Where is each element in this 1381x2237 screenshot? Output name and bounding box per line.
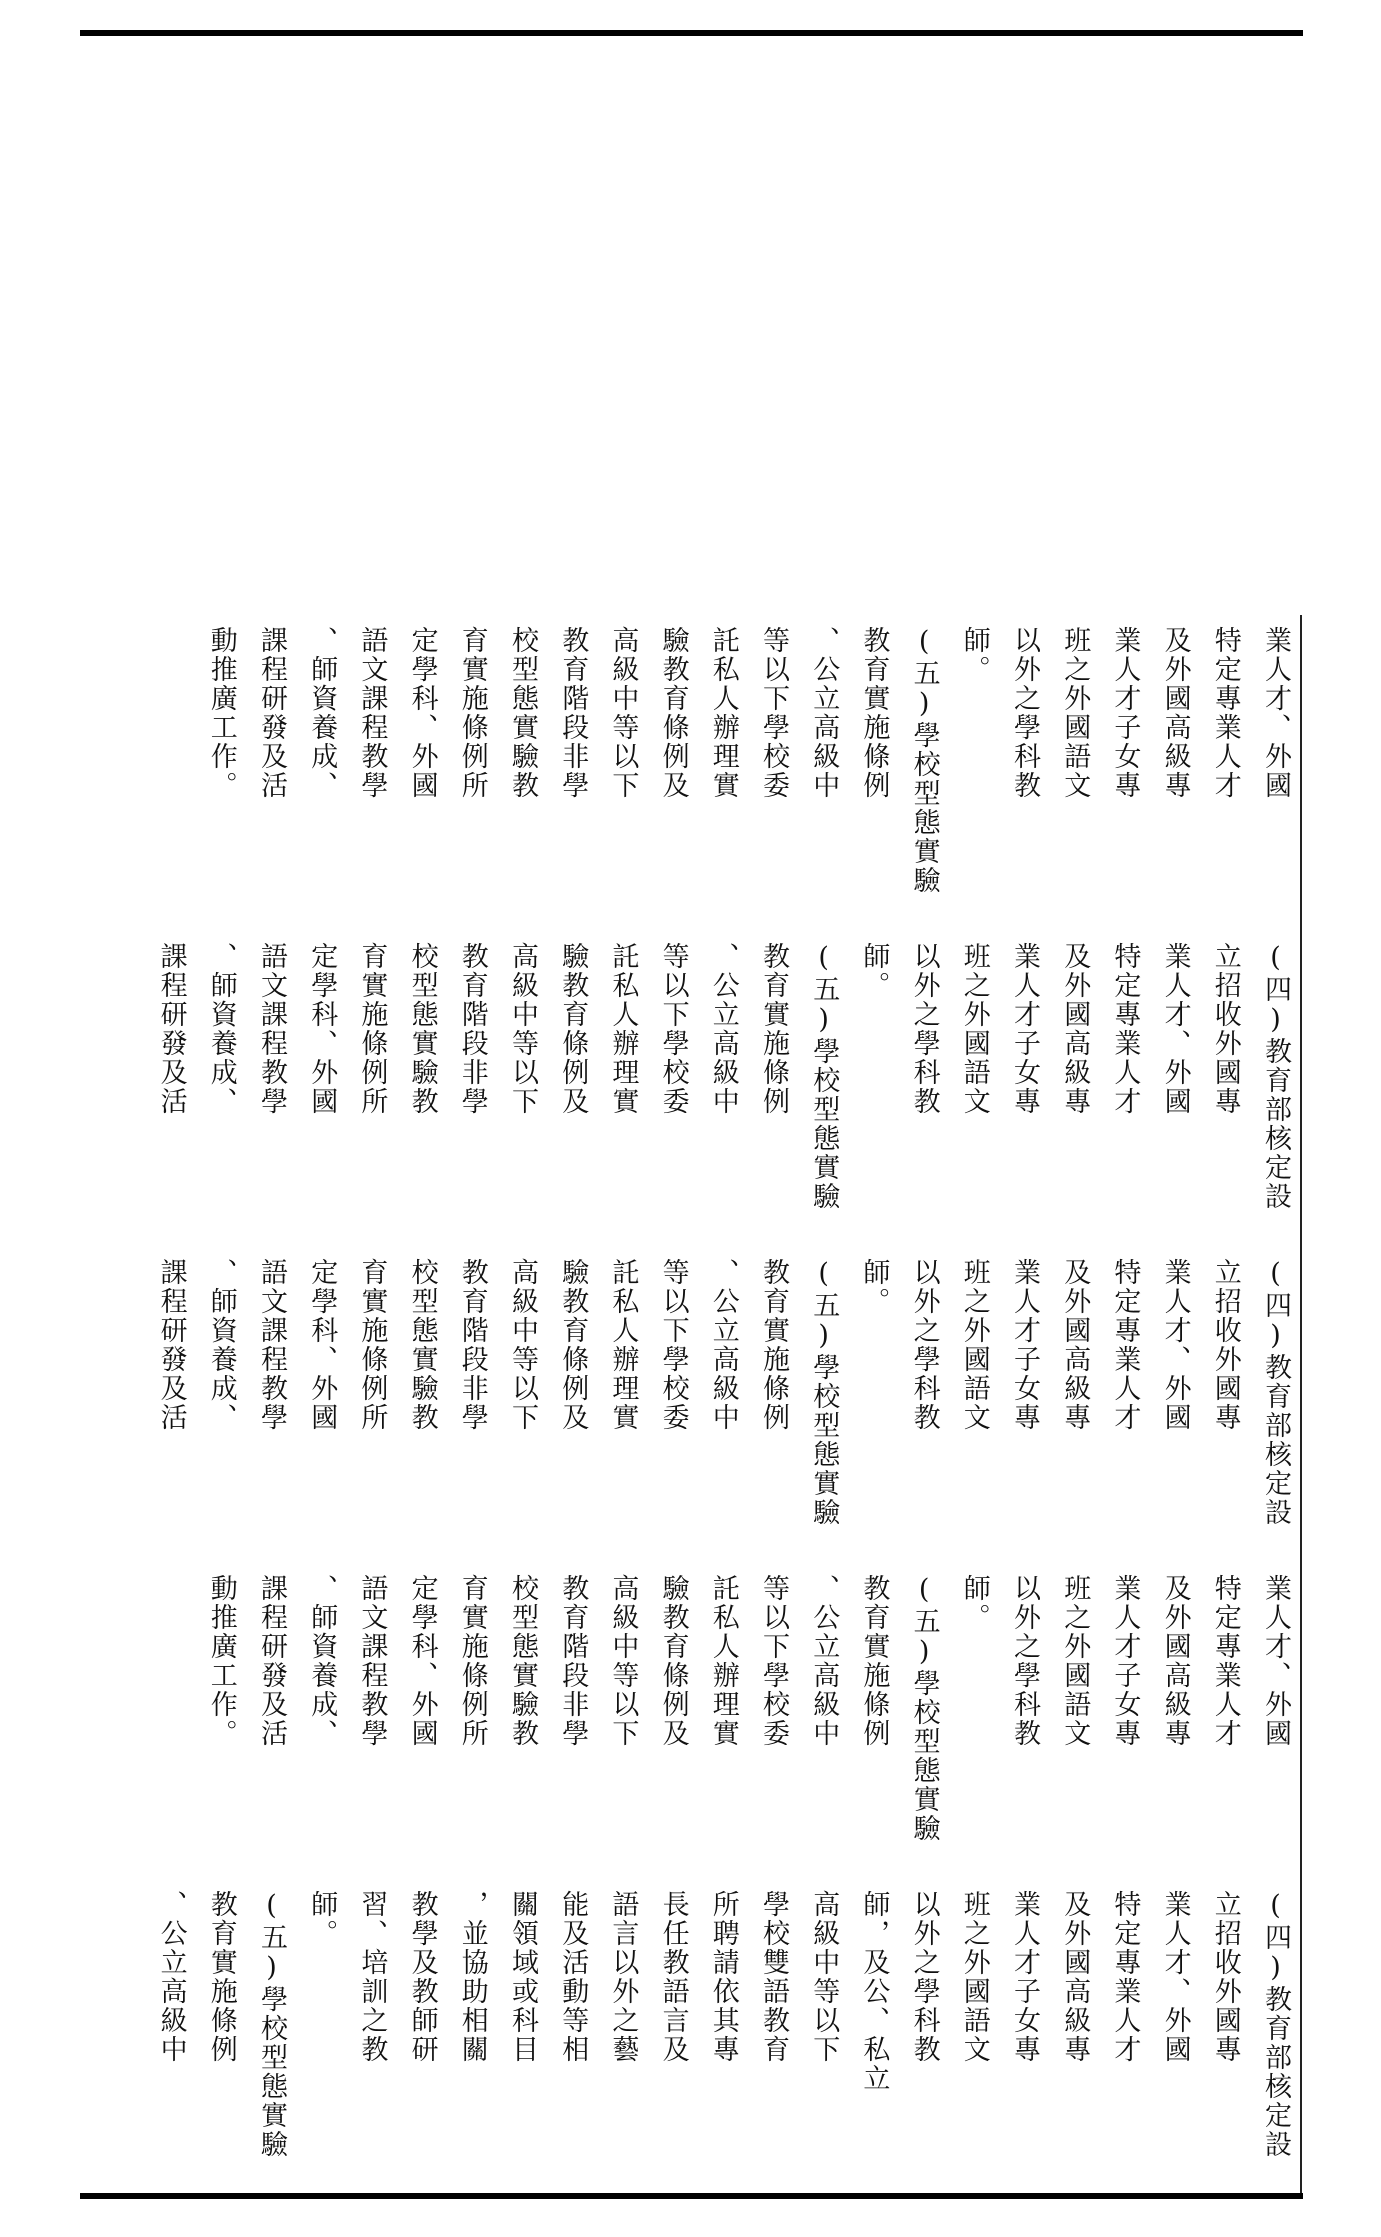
text-line: 驗教育條例及	[657, 1574, 689, 1748]
text-line: ，並協助相關	[456, 1890, 488, 2064]
text-line: 高級中等以下	[507, 1258, 538, 1432]
text-line: 、師資養成、	[205, 1258, 237, 1432]
text-line: 所聘請依其專	[707, 1890, 739, 2064]
text-line: 育實施條例所	[356, 1258, 388, 1432]
text-line: 習、培訓之教	[356, 1890, 388, 2064]
text-line: 高級中等以下	[607, 626, 639, 800]
text-line: 等以下學校委	[657, 942, 689, 1116]
text-line: 關領域或科目	[507, 1890, 538, 2064]
text-line: 師。	[958, 1574, 990, 1632]
bottom-rule	[80, 2193, 1303, 2199]
text-line: 語言以外之藝	[607, 1890, 639, 2064]
text-line: (四)教育部核定設	[1260, 942, 1291, 1211]
text-line: 班之外國語文	[958, 1258, 990, 1432]
text-line: 立招收外國專	[1209, 942, 1241, 1116]
text-line: 教育實施條例	[758, 1258, 789, 1432]
text-line: 教育階段非學	[456, 942, 488, 1116]
column-divider	[1300, 1247, 1302, 1563]
text-line: 業人才子女專	[1109, 1574, 1141, 1748]
text-line: (四)教育部核定設	[1260, 1258, 1291, 1527]
text-line: 教育實施條例	[205, 1890, 237, 2064]
text-line: 、師資養成、	[306, 626, 338, 800]
text-line: 班之外國語文	[958, 942, 990, 1116]
text-line: 業人才、外國	[1260, 1574, 1291, 1748]
text-line: 教學及教師研	[406, 1890, 438, 2064]
text-line: 高級中等以下	[507, 942, 538, 1116]
text-line: 特定專業人才	[1209, 626, 1241, 800]
text-line: 高級中等以下	[808, 1890, 840, 2064]
text-line: 、公立高級中	[707, 942, 739, 1116]
text-line: 高級中等以下	[607, 1574, 639, 1748]
text-line: 校型態實驗教	[507, 626, 538, 800]
column-divider	[1300, 1563, 1302, 1879]
text-line: 師。	[958, 626, 990, 684]
text-line: 以外之學科教	[908, 942, 940, 1116]
text-line: 師。	[306, 1890, 338, 1948]
text-line: (五)學校型態實驗	[808, 942, 840, 1211]
text-line: 定學科、外國	[306, 942, 338, 1116]
text-line: 業人才、外國	[1159, 1258, 1191, 1432]
text-line: 驗教育條例及	[657, 626, 689, 800]
text-line: 能及活動等相	[557, 1890, 589, 2064]
text-line: 校型態實驗教	[507, 1574, 538, 1748]
text-line: 課程研發及活	[256, 626, 287, 800]
text-line: 業人才、外國	[1159, 1890, 1191, 2064]
text-line: 驗教育條例及	[557, 942, 589, 1116]
text-line: 師，及公、私立	[858, 1890, 890, 2093]
text-line: 定學科、外國	[406, 1574, 438, 1748]
text-line: (四)教育部核定設	[1260, 1890, 1291, 2159]
text-line: 、師資養成、	[306, 1574, 338, 1748]
text-line: 長任教語言及	[657, 1890, 689, 2064]
text-line: 育實施條例所	[356, 942, 388, 1116]
text-line: 驗教育條例及	[557, 1258, 589, 1432]
text-line: 、公立高級中	[808, 1574, 840, 1748]
text-line: 業人才子女專	[1109, 626, 1141, 800]
text-line: 教育階段非學	[456, 1258, 488, 1432]
text-line: 定學科、外國	[406, 626, 438, 800]
text-line: 及外國高級專	[1059, 942, 1091, 1116]
top-rule	[80, 30, 1303, 36]
text-line: 、公立高級中	[808, 626, 840, 800]
text-line: (五)學校型態實驗	[808, 1258, 840, 1527]
text-line: 班之外國語文	[1059, 626, 1091, 800]
text-line: 業人才子女專	[1009, 942, 1040, 1116]
text-line: 、公立高級中	[707, 1258, 739, 1432]
text-line: 教育實施條例	[758, 942, 789, 1116]
text-line: 課程研發及活	[155, 1258, 187, 1432]
text-line: 動推廣工作。	[205, 626, 237, 800]
text-line: 特定專業人才	[1209, 1574, 1241, 1748]
column-divider	[1300, 615, 1302, 931]
text-line: 託私人辦理實	[707, 1574, 739, 1748]
text-line: 特定專業人才	[1109, 942, 1141, 1116]
text-line: 及外國高級專	[1059, 1890, 1091, 2064]
text-line: 以外之學科教	[1009, 1574, 1040, 1748]
text-line: 教育階段非學	[557, 1574, 589, 1748]
text-line: (五)學校型態實驗	[256, 1890, 287, 2159]
text-line: 立招收外國專	[1209, 1258, 1241, 1432]
text-line: 及外國高級專	[1159, 626, 1191, 800]
text-line: 定學科、外國	[306, 1258, 338, 1432]
text-line: 特定專業人才	[1109, 1890, 1141, 2064]
text-line: 等以下學校委	[758, 1574, 789, 1748]
text-line: 以外之學科教	[1009, 626, 1040, 800]
column-divider	[1300, 931, 1302, 1247]
text-line: 育實施條例所	[456, 626, 488, 800]
text-line: 業人才、外國	[1159, 942, 1191, 1116]
text-line: 課程研發及活	[155, 942, 187, 1116]
text-line: 育實施條例所	[456, 1574, 488, 1748]
text-line: 語文課程教學	[256, 942, 287, 1116]
text-line: 託私人辦理實	[607, 1258, 639, 1432]
text-line: 學校雙語教育	[758, 1890, 789, 2064]
text-line: 班之外國語文	[958, 1890, 990, 2064]
text-line: 課程研發及活	[256, 1574, 287, 1748]
text-line: 以外之學科教	[908, 1890, 940, 2064]
text-line: 業人才子女專	[1009, 1890, 1040, 2064]
column-divider	[1300, 1879, 1302, 2193]
text-line: 班之外國語文	[1059, 1574, 1091, 1748]
text-line: (五)學校型態實驗	[908, 1574, 940, 1843]
text-line: 特定專業人才	[1109, 1258, 1141, 1432]
text-line: 教育階段非學	[557, 626, 589, 800]
text-line: 及外國高級專	[1159, 1574, 1191, 1748]
text-line: 校型態實驗教	[406, 942, 438, 1116]
text-line: 校型態實驗教	[406, 1258, 438, 1432]
text-line: 業人才子女專	[1009, 1258, 1040, 1432]
text-line: 動推廣工作。	[205, 1574, 237, 1748]
text-line: 語文課程教學	[256, 1258, 287, 1432]
text-line: 師。	[858, 1258, 890, 1316]
text-line: 立招收外國專	[1209, 1890, 1241, 2064]
text-line: 教育實施條例	[858, 1574, 890, 1748]
text-line: 語文課程教學	[356, 626, 388, 800]
text-line: 等以下學校委	[758, 626, 789, 800]
text-line: 教育實施條例	[858, 626, 890, 800]
text-line: 及外國高級專	[1059, 1258, 1091, 1432]
text-line: 託私人辦理實	[707, 626, 739, 800]
text-line: 託私人辦理實	[607, 942, 639, 1116]
text-line: 業人才、外國	[1260, 626, 1291, 800]
text-line: 語文課程教學	[356, 1574, 388, 1748]
text-line: 以外之學科教	[908, 1258, 940, 1432]
text-line: 等以下學校委	[657, 1258, 689, 1432]
text-line: 師。	[858, 942, 890, 1000]
text-line: (五)學校型態實驗	[908, 626, 940, 895]
text-line: 、公立高級中	[155, 1890, 187, 2064]
text-line: 、師資養成、	[205, 942, 237, 1116]
